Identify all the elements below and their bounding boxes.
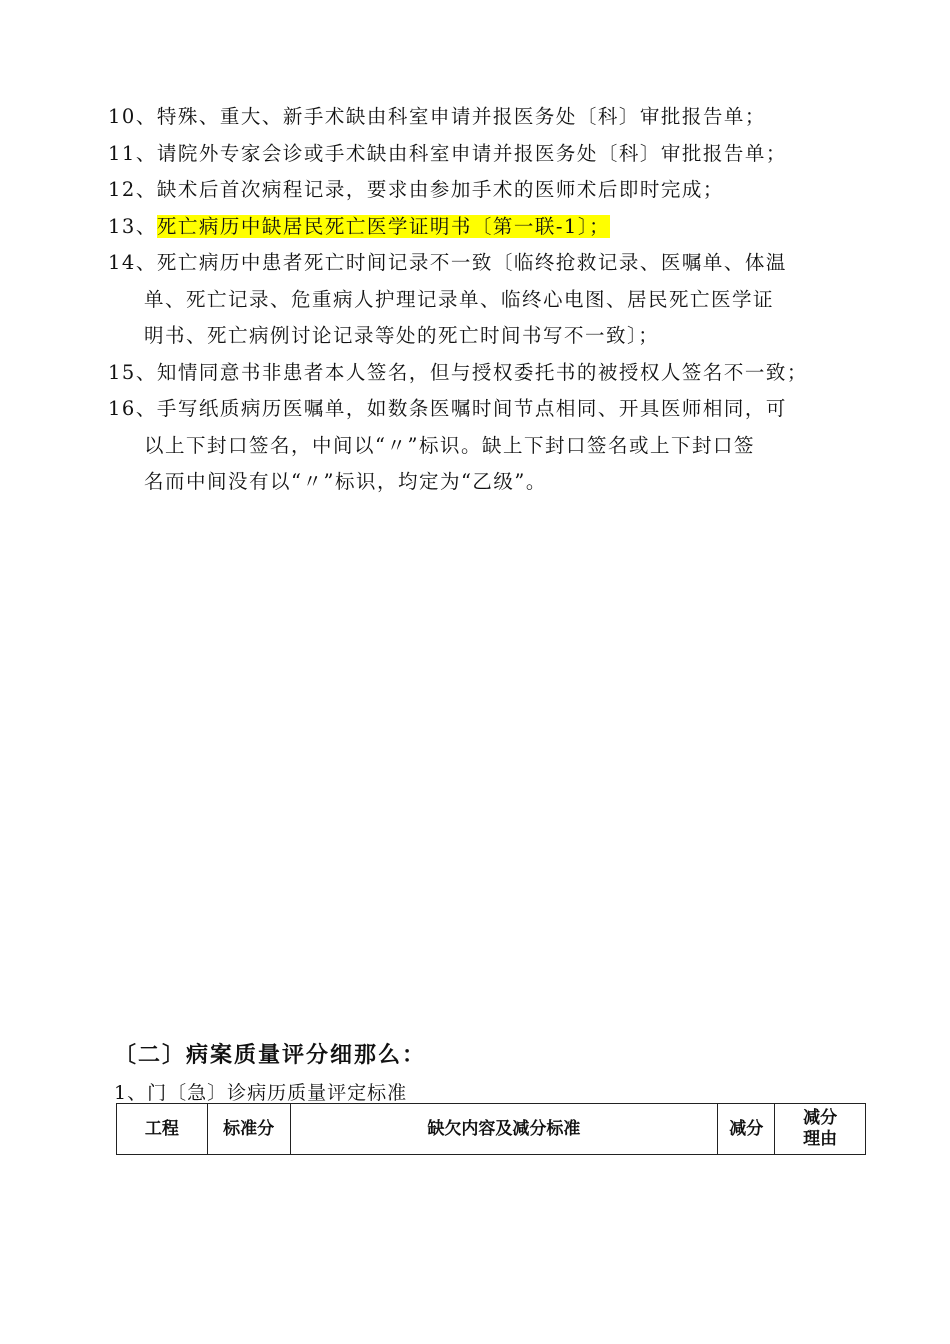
item-text-continued: 明书、死亡病例讨论记录等处的死亡时间书写不一致〕； xyxy=(144,324,660,347)
item-text: 手写纸质病历医嘱单，如数条医嘱时间节点相同、开具医师相同，可 xyxy=(156,397,787,420)
list-item xyxy=(108,99,848,136)
item-text: 特殊、重大、新手术缺由科室申请并报医务处〔科〕审批报告单； xyxy=(156,105,766,128)
list-item xyxy=(108,136,848,173)
list-item xyxy=(108,391,848,501)
deduction-list xyxy=(108,99,848,501)
sub-title: 1、门〔急〕诊病历质量评定标准 xyxy=(114,1082,408,1104)
header-cell-deduction: 减分 xyxy=(718,1104,775,1155)
item-number: 14、 xyxy=(108,251,157,274)
item-text-continued: 单、死亡记录、危重病人护理记录单、临终心电图、居民死亡医学证 xyxy=(144,287,775,311)
item-number: 13、 xyxy=(108,214,157,238)
header-cell-deduction-reason: 减分 理由 xyxy=(775,1104,866,1155)
header-cell-deficiency-criteria: 缺欠内容及减分标准 xyxy=(290,1104,718,1155)
list-item xyxy=(108,355,848,392)
header-cell-standard-score: 标准分 xyxy=(207,1104,290,1155)
item-number: 11、 xyxy=(108,141,157,165)
item-text-continued: 名而中间没有以“〃”标识，均定为“乙级”。 xyxy=(144,470,547,493)
table-header-row xyxy=(117,1104,866,1155)
header-cell-item: 工程 xyxy=(117,1104,208,1155)
item-text: 死亡病历中患者死亡时间记录不一致〔临终抢救记录、医嘱单、体温 xyxy=(156,251,787,274)
item-number: 16、 xyxy=(108,397,157,420)
list-item xyxy=(108,245,848,355)
item-text: 请院外专家会诊或手术缺由科室申请并报医务处〔科〕审批报告单； xyxy=(156,141,787,165)
item-number: 10、 xyxy=(108,105,157,128)
item-text: 缺术后首次病程记录，要求由参加手术的医师术后即时完成； xyxy=(156,178,724,201)
section-title: 〔二〕病案质量评分细那么： xyxy=(114,1043,427,1068)
item-number: 15、 xyxy=(108,360,157,384)
list-item xyxy=(108,172,848,209)
item-text: 知情同意书非患者本人签名，但与授权委托书的被授权人签名不一致； xyxy=(156,360,808,384)
list-item-highlighted xyxy=(108,209,848,246)
highlighted-item-text: 死亡病历中缺居民死亡医学证明书〔第一联-1〕； xyxy=(156,214,611,238)
item-text-continued: 以上下封口签名，中间以“〃”标识。缺上下封口签名或上下封口签 xyxy=(144,433,755,457)
item-number: 12、 xyxy=(108,178,157,201)
grading-table xyxy=(116,1103,866,1155)
